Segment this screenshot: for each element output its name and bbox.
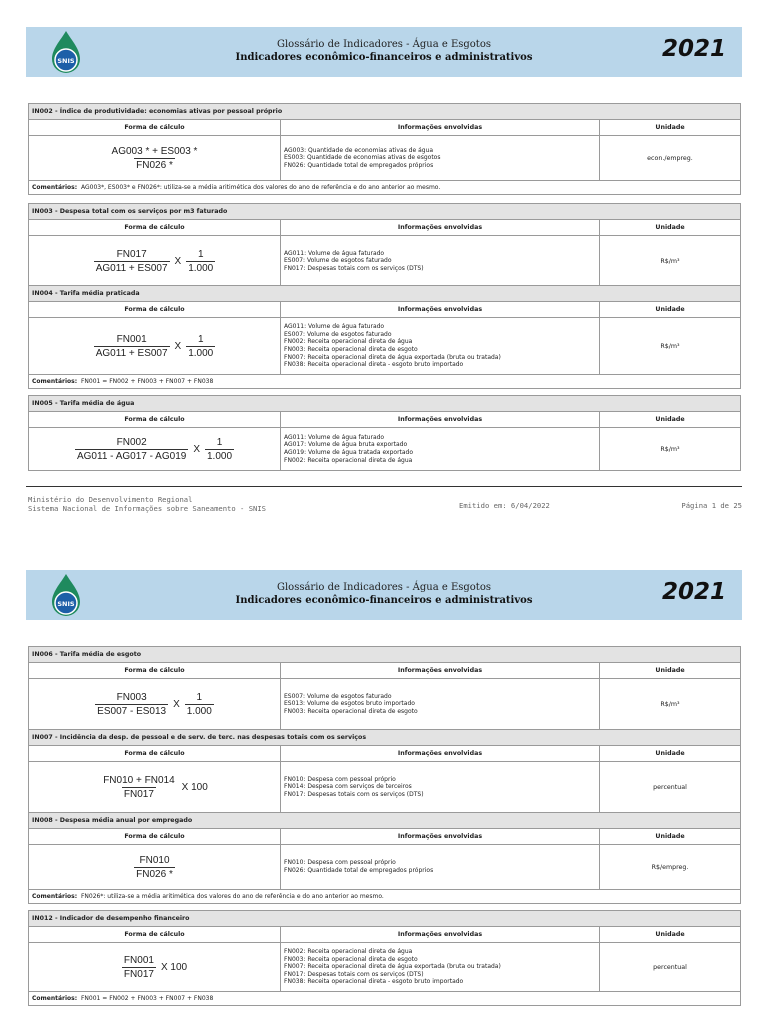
- info-line: FN017: Despesas totais com os serviços (DTS): [284, 790, 424, 798]
- page-header-banner: [26, 570, 742, 620]
- col-unit-header: Unidade: [655, 416, 685, 423]
- formula-cell: [29, 679, 281, 729]
- unit-cell: econ./empreg.: [647, 154, 693, 162]
- info-line: FN038: Receita operacional direta - esgoto bruto importado: [284, 978, 464, 986]
- indicator-in007: [28, 729, 741, 813]
- formula-fraction: [95, 692, 168, 717]
- header-year: 2021: [661, 579, 726, 605]
- formula-fraction-2: [205, 437, 234, 462]
- indicator-in008: [28, 812, 741, 904]
- formula-numerator-2: 1: [216, 436, 223, 448]
- formula-denominator: FN017: [123, 788, 154, 800]
- formula-denominator-2: 1.000: [188, 262, 214, 274]
- formula-denominator: FN017: [123, 968, 154, 980]
- formula-numerator: FN010 + FN014: [103, 774, 175, 786]
- formula-fraction: [110, 146, 200, 171]
- formula-denominator-2: 1.000: [206, 450, 233, 462]
- col-calc-header: Forma de cálculo: [29, 663, 281, 678]
- formula-numerator: FN003: [116, 691, 147, 703]
- formula-operator: X: [173, 698, 180, 710]
- header-subtitle: Glossário de Indicadores - Água e Esgotos: [277, 39, 491, 50]
- unit-cell: R$/empreg.: [651, 863, 689, 871]
- page-2: [0, 543, 768, 1024]
- info-line: AG003: Quantidade de economias ativas de água: [284, 146, 434, 154]
- col-calc-header: Forma de cálculo: [29, 120, 281, 135]
- indicator-header-row: [29, 746, 740, 762]
- col-unit-header: Unidade: [655, 667, 685, 674]
- formula-fraction: [122, 955, 156, 980]
- indicator-body-row: [29, 318, 740, 374]
- formula-fraction: [94, 249, 170, 274]
- formula-operator: X 100: [181, 781, 208, 793]
- indicator-body-row: [29, 428, 740, 470]
- indicator-title: IN003 - Despesa total com os serviços por m3 faturado: [29, 204, 740, 220]
- formula-fraction: [75, 437, 188, 462]
- formula-numerator-2: 1: [197, 248, 204, 260]
- info-line: FN010: Despesa com pessoal próprio: [284, 859, 396, 867]
- formula-denominator: AG011 - AG017 - AG019: [76, 450, 187, 462]
- footer-page-number: Página 1 de 25: [681, 501, 742, 510]
- formula-fraction: [94, 334, 170, 359]
- formula-denominator: AG011 + ES007: [95, 347, 168, 359]
- indicator-body-row: [29, 236, 740, 286]
- info-cell: [281, 679, 600, 729]
- svg-text:SNIS: SNIS: [57, 600, 75, 608]
- info-line: ES007: Volume de esgotos faturado: [284, 692, 392, 700]
- col-unit-header: Unidade: [655, 224, 685, 231]
- indicator-body-row: [29, 943, 740, 991]
- unit-cell: R$/m³: [660, 700, 680, 708]
- formula-denominator: FN026 *: [136, 868, 173, 880]
- col-info-header: Informações envolvidas: [281, 927, 600, 942]
- info-line: FN003: Receita operacional direta de esgoto: [284, 346, 418, 353]
- formula-numerator: FN001: [116, 333, 147, 345]
- col-info-header: Informações envolvidas: [281, 829, 600, 844]
- formula-operator: X 100: [160, 961, 188, 973]
- formula-operator: X: [174, 340, 182, 352]
- col-unit-header: Unidade: [655, 124, 685, 131]
- indicator-in004: [28, 285, 741, 389]
- indicator-body-row: [29, 845, 740, 889]
- formula-fraction-2: [186, 334, 215, 359]
- indicator-header-row: [29, 927, 740, 943]
- indicator-title: IN007 - Incidência da desp. de pessoal e de serv. de terc. nas despesas totais com os serviços: [29, 730, 740, 746]
- info-line: FN017: Despesas totais com os serviços (DTS): [284, 264, 424, 272]
- col-info-header: Informações envolvidas: [281, 120, 600, 135]
- col-calc-header: Forma de cálculo: [29, 746, 281, 761]
- formula-fraction-2: [186, 249, 215, 274]
- info-line: FN026: Quantidade total de empregados próprios: [284, 867, 434, 874]
- info-line: AG011: Volume de água faturado: [284, 249, 385, 257]
- col-calc-header: Forma de cálculo: [29, 829, 281, 844]
- info-line: AG017: Volume de água bruta exportado: [284, 441, 408, 449]
- formula-numerator-2: 1: [196, 691, 203, 703]
- info-line: AG011: Volume de água faturado: [284, 433, 385, 441]
- info-cell: [281, 318, 600, 374]
- unit-cell: R$/m³: [660, 342, 680, 350]
- formula-cell: [29, 428, 281, 470]
- header-subtitle: Glossário de Indicadores - Água e Esgotos: [277, 582, 491, 593]
- formula-numerator: AG003 * + ES003 *: [111, 145, 198, 157]
- indicator-in003: [28, 203, 741, 287]
- formula-denominator: FN026 *: [136, 159, 173, 171]
- info-line: FN003: Receita operacional direta de esgoto: [284, 955, 418, 963]
- info-line: FN010: Despesa com pessoal próprio: [284, 775, 396, 783]
- svg-text:SNIS: SNIS: [57, 57, 75, 65]
- info-line: ES013: Volume de esgotos bruto importado: [284, 700, 415, 708]
- unit-cell: percentual: [653, 963, 687, 971]
- page-header-banner: [26, 27, 742, 77]
- formula-fraction: [101, 775, 176, 800]
- info-cell: [281, 845, 600, 889]
- info-line: FN007: Receita operacional direta de água exportada (bruta ou tratada): [284, 963, 501, 971]
- formula-cell: [29, 318, 281, 374]
- col-info-header: Informações envolvidas: [281, 302, 600, 317]
- indicator-in002: [28, 103, 741, 195]
- indicator-title: IN005 - Tarifa média de água: [29, 396, 740, 412]
- col-unit-header: Unidade: [655, 750, 685, 757]
- indicator-comment: Comentários: FN026*: utiliza-se a média aritimética dos valores do ano de referência e do ano anterior ao mesmo.: [29, 889, 740, 903]
- indicator-title: IN004 - Tarifa média praticada: [29, 286, 740, 302]
- unit-cell: R$/m³: [660, 445, 680, 453]
- indicator-header-row: [29, 663, 740, 679]
- info-line: FN038: Receita operacional direta - esgoto bruto importado: [284, 361, 464, 369]
- indicator-body-row: [29, 679, 740, 729]
- formula-denominator: AG011 + ES007: [95, 262, 168, 274]
- formula-denominator-2: 1.000: [188, 347, 214, 359]
- info-line: FN007: Receita operacional direta de água exportada (bruta ou tratada): [284, 353, 501, 361]
- indicator-title: IN008 - Despesa média anual por empregado: [29, 813, 740, 829]
- indicator-comment: Comentários: AG003*, ES003* e FN026*: utiliza-se a média aritimética dos valores do ano de referência e do ano anterior ao mesmo.: [29, 180, 740, 194]
- col-info-header: Informações envolvidas: [281, 412, 600, 427]
- col-unit-header: Unidade: [655, 931, 685, 938]
- formula-numerator: FN010: [139, 854, 170, 866]
- col-calc-header: Forma de cálculo: [29, 220, 281, 235]
- info-line: FN002: Receita operacional direta de água: [284, 338, 413, 346]
- formula-operator: X: [193, 443, 200, 455]
- info-line: FN026: Quantidade total de empregados próprios: [284, 161, 434, 169]
- indicator-header-row: [29, 120, 740, 136]
- formula-cell: [29, 136, 281, 180]
- info-line: ES007: Volume de esgotos faturado: [284, 330, 392, 338]
- indicator-header-row: [29, 412, 740, 428]
- col-calc-header: Forma de cálculo: [29, 927, 281, 942]
- indicator-header-row: [29, 829, 740, 845]
- info-line: FN002: Receita operacional direta de água: [284, 948, 413, 956]
- info-cell: [281, 762, 600, 812]
- formula-denominator-2: 1.000: [186, 705, 212, 717]
- info-line: AG019: Volume de água tratada exportado: [284, 449, 414, 456]
- indicator-in006: [28, 646, 741, 730]
- indicator-comment: Comentários: FN001 = FN002 + FN003 + FN007 + FN038: [29, 374, 740, 388]
- formula-operator: X: [174, 255, 182, 267]
- indicator-header-row: [29, 220, 740, 236]
- indicator-title: IN002 - Índice de produtividade: economias ativas por pessoal próprio: [29, 104, 740, 120]
- formula-denominator: ES007 - ES013: [97, 705, 167, 717]
- formula-cell: [29, 762, 281, 812]
- footer-org-line: Ministério do Desenvolvimento Regional: [28, 495, 193, 504]
- unit-cell: percentual: [653, 783, 687, 791]
- info-cell: [281, 236, 600, 286]
- formula-numerator-2: 1: [197, 333, 204, 345]
- indicator-title: IN012 - Indicador de desempenho financeiro: [29, 911, 740, 927]
- indicator-in005: [28, 395, 741, 471]
- info-line: FN017: Despesas totais com os serviços (DTS): [284, 970, 424, 978]
- col-calc-header: Forma de cálculo: [29, 302, 281, 317]
- col-unit-header: Unidade: [655, 833, 685, 840]
- indicator-in012: [28, 910, 741, 1006]
- info-cell: [281, 428, 600, 470]
- formula-cell: [29, 236, 281, 286]
- info-line: FN003: Receita operacional direta de esgoto: [284, 707, 418, 715]
- unit-cell: R$/m³: [660, 257, 680, 265]
- formula-fraction-2: [185, 692, 214, 717]
- indicator-body-row: [29, 136, 740, 180]
- info-cell: [281, 943, 600, 991]
- col-info-header: Informações envolvidas: [281, 220, 600, 235]
- info-line: FN002: Receita operacional direta de água: [284, 456, 413, 464]
- info-line: ES003: Quantidade de economias ativas de esgotos: [284, 154, 441, 162]
- footer-divider: [26, 486, 742, 487]
- footer-issued-date: Emitido em: 6/04/2022: [459, 501, 550, 510]
- indicator-title: IN006 - Tarifa média de esgoto: [29, 647, 740, 663]
- formula-numerator: FN002: [116, 436, 147, 448]
- info-line: ES007: Volume de esgotos faturado: [284, 257, 392, 265]
- formula-cell: [29, 845, 281, 889]
- info-line: AG011: Volume de água faturado: [284, 323, 385, 331]
- footer-org-line: Sistema Nacional de Informações sobre Saneamento - SNIS: [28, 504, 266, 513]
- col-calc-header: Forma de cálculo: [29, 412, 281, 427]
- formula-fraction: [134, 855, 175, 880]
- info-line: FN014: Despesa com serviços de terceiros: [284, 783, 412, 791]
- header-title: Indicadores econômico-financeiros e administrativos: [235, 595, 533, 606]
- col-info-header: Informações envolvidas: [281, 663, 600, 678]
- header-year: 2021: [661, 36, 726, 62]
- formula-numerator: FN001: [123, 954, 154, 966]
- indicator-body-row: [29, 762, 740, 812]
- footer-organization: [28, 495, 266, 513]
- formula-numerator: FN017: [116, 248, 147, 260]
- header-title: Indicadores econômico-financeiros e administrativos: [235, 52, 533, 63]
- col-info-header: Informações envolvidas: [281, 746, 600, 761]
- indicator-header-row: [29, 302, 740, 318]
- formula-cell: [29, 943, 281, 991]
- col-unit-header: Unidade: [655, 306, 685, 313]
- info-cell: [281, 136, 600, 180]
- indicator-comment: Comentários: FN001 = FN002 + FN003 + FN007 + FN038: [29, 991, 740, 1005]
